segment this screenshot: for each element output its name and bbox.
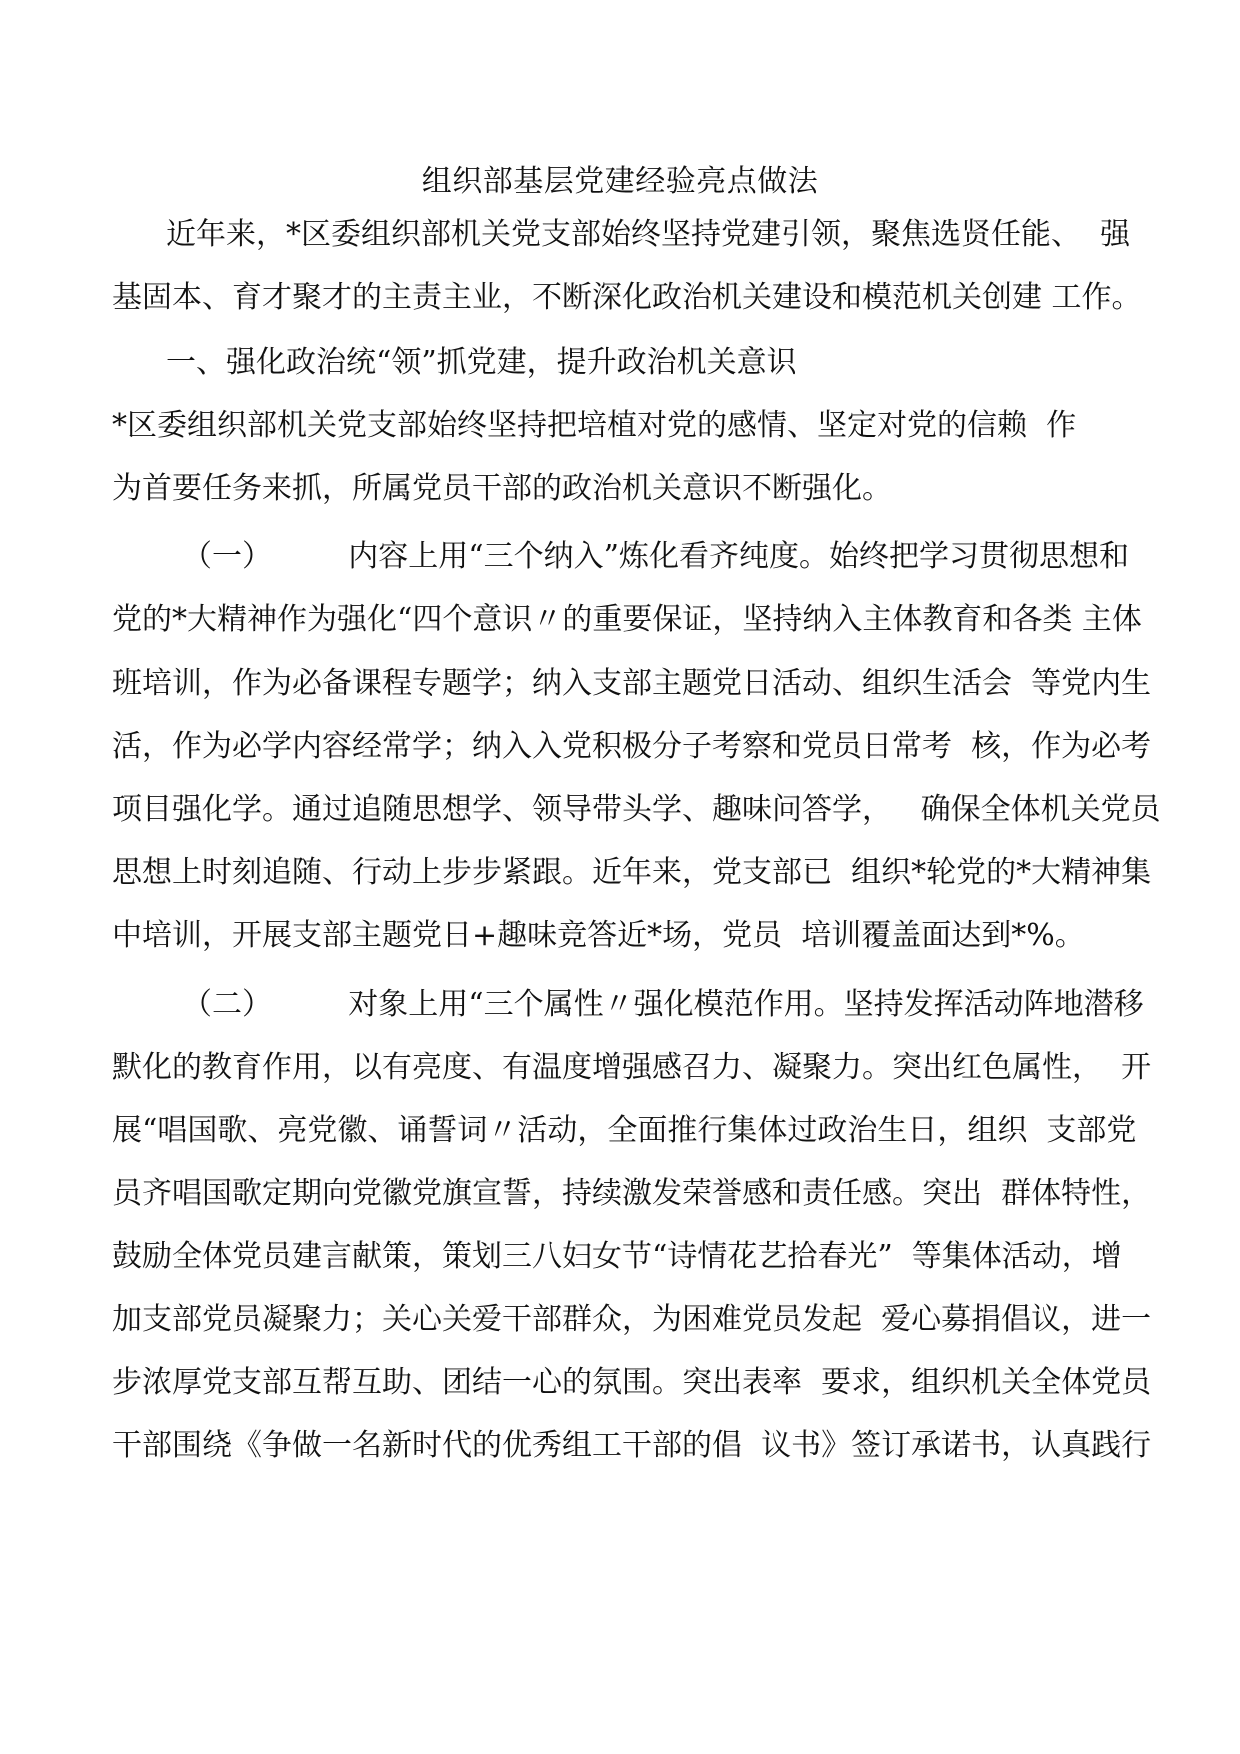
paragraph-line: 班培训，作为必备课程专题学；纳入支部主题党日活动、组织生活会 等党内生 xyxy=(112,666,1152,701)
document-title: 组织部基层党建经验亮点做法 xyxy=(421,164,819,199)
paragraph-line: 步浓厚党支部互帮互助、团结一心的氛围。突出表率 要求，组织机关全体党员 xyxy=(112,1365,1152,1400)
paragraph-line: 默化的教育作用，以有亮度、有温度增强感召力、凝聚力。突出红色属性， 开 xyxy=(112,1050,1152,1085)
paragraph-line: 为首要任务来抓，所属党员干部的政治机关意识不断强化。 xyxy=(112,471,892,506)
subsection-line: （一） 内容上用“三个纳入”炼化看齐纯度。始终把学习贯彻思想和 xyxy=(182,539,1129,574)
section-heading: 一、强化政治统“领”抓党建，提升政治机关意识 xyxy=(166,345,797,380)
paragraph-line: 思想上时刻追随、行动上步步紧跟。近年来，党支部已 组织*轮党的*大精神集 xyxy=(112,855,1152,890)
paragraph-line: 项目强化学。通过追随思想学、领导带头学、趣味问答学， 确保全体机关党员 xyxy=(112,792,1161,827)
paragraph-line: 展“唱国歌、亮党徽、诵誓词〃活动，全面推行集体过政治生日，组织 支部党 xyxy=(112,1113,1137,1148)
paragraph-line: 党的*大精神作为强化“四个意识〃的重要保证，坚持纳入主体教育和各类 主体 xyxy=(112,602,1142,637)
paragraph-line: 加支部党员凝聚力；关心关爱干部群众，为困难党员发起 爱心募捐倡议，进一 xyxy=(112,1302,1152,1337)
paragraph-line: 基固本、育才聚才的主责主业，不断深化政治机关建设和模范机关创建 工作。 xyxy=(112,280,1142,315)
paragraph-line: 干部围绕《争做一名新时代的优秀组工干部的倡 议书》签订承诺书，认真践行 xyxy=(112,1428,1152,1463)
paragraph-line: 鼓励全体党员建言献策，策划三八妇女节“诗情花艺拾春光” 等集体活动，增 xyxy=(112,1239,1122,1274)
paragraph-line: 员齐唱国歌定期向党徽党旗宣誓，持续激发荣誉感和责任感。突出 群体特性， xyxy=(112,1176,1152,1211)
subsection-line: （二） 对象上用“三个属性〃强化模范作用。坚持发挥活动阵地潜移 xyxy=(182,987,1144,1022)
paragraph-line: 近年来，*区委组织部机关党支部始终坚持党建引领，聚焦选贤任能、 强 xyxy=(166,217,1131,252)
paragraph-line: 活，作为必学内容经常学；纳入入党积极分子考察和党员日常考 核，作为必考 xyxy=(112,729,1152,764)
paragraph-line: *区委组织部机关党支部始终坚持把培植对党的感情、坚定对党的信赖 作 xyxy=(112,408,1077,443)
paragraph-line: 中培训，开展支部主题党日+趣味竞答近*场，党员 培训覆盖面达到*%。 xyxy=(112,918,1085,953)
